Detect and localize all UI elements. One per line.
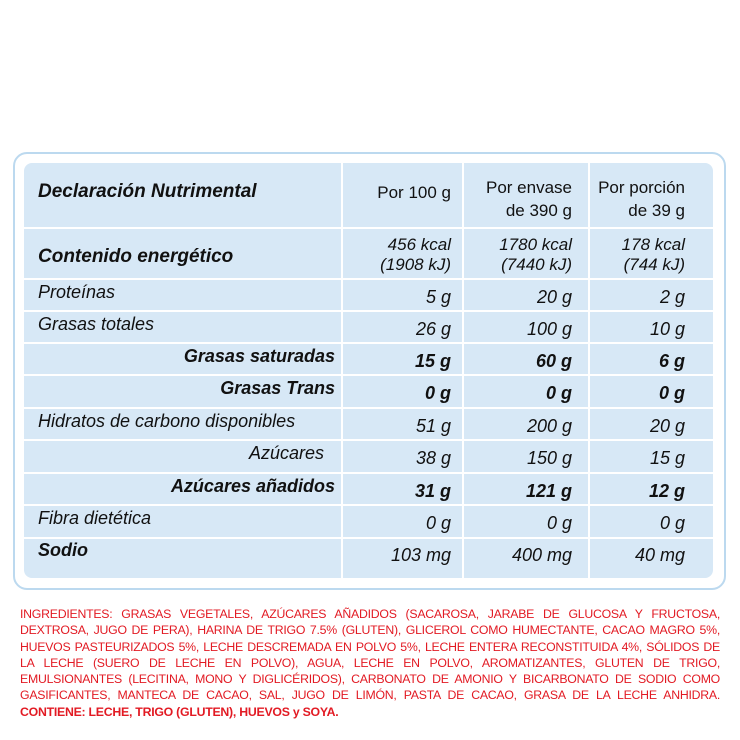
column-header-per-package-size: de 390 g bbox=[505, 201, 572, 220]
row-label-proteins: Proteínas bbox=[38, 282, 116, 302]
table-cell: 2 g bbox=[659, 287, 685, 307]
table-cell: 20 g bbox=[649, 416, 685, 436]
table-cell: 0 g bbox=[546, 513, 572, 533]
energy-kj-per-package: (7440 kJ) bbox=[501, 255, 572, 274]
row-divider bbox=[24, 374, 713, 376]
table-cell: 0 g bbox=[425, 513, 451, 533]
table-cell: 15 g bbox=[414, 351, 451, 371]
row-label-carbohydrates: Hidratos de carbono disponibles bbox=[38, 411, 296, 431]
table-cell: 200 g bbox=[526, 416, 572, 436]
row-divider bbox=[24, 227, 713, 229]
table-cell: 100 g bbox=[526, 319, 572, 339]
table-cell: 15 g bbox=[649, 448, 685, 468]
table-cell: 5 g bbox=[425, 287, 451, 307]
row-label-trans-fat: Grasas Trans bbox=[220, 378, 335, 398]
table-cell: 0 g bbox=[424, 383, 451, 403]
table-cell: 6 g bbox=[658, 351, 685, 371]
table-cell: 0 g bbox=[545, 383, 572, 403]
row-divider bbox=[24, 278, 713, 280]
energy-kj-per-serving: (744 kJ) bbox=[623, 255, 685, 274]
nutrition-panel bbox=[13, 152, 726, 590]
column-header-per-package: Por envase bbox=[486, 178, 572, 197]
table-cell: 121 g bbox=[525, 481, 572, 501]
table-cell: 400 mg bbox=[511, 545, 572, 565]
row-divider bbox=[24, 472, 713, 474]
energy-label: Contenido energético bbox=[38, 246, 234, 267]
allergen-statement: CONTIENE: LECHE, TRIGO (GLUTEN), HUEVOS y SOYA. bbox=[20, 704, 339, 719]
row-divider bbox=[24, 342, 713, 344]
table-cell: 40 mg bbox=[634, 545, 685, 565]
table-cell: 12 g bbox=[648, 481, 685, 501]
table-cell: 26 g bbox=[415, 319, 451, 339]
table-cell: 10 g bbox=[649, 319, 685, 339]
row-divider bbox=[24, 407, 713, 409]
nutrition-table bbox=[24, 163, 713, 578]
energy-kcal-per-100g: 456 kcal bbox=[387, 235, 451, 254]
energy-kcal-per-package: 1780 kcal bbox=[499, 235, 572, 254]
ingredients-list bbox=[20, 606, 720, 720]
ingredients-text: INGREDIENTES: GRASAS VEGETALES, AZÚCARES AÑADIDOS (SACAROSA, JARABE DE GLUCOSA Y FRUCTOSA, DEXTROSA, JUGO DE PERA), HARINA DE TRIGO 7.5% (GLUTEN), GLICEROL COMO HUMECTANTE, CACAO MAGRO 5%, HUEVOS PASTEURIZADOS 5%, LECHE DESCREMADA EN POLVO 5%, LECHE ENTERA RECONSTITUIDA 4%, SÓLIDOS DE LA LECHE (SUERO DE LECHE EN POLVO), AGUA, LECHE EN POLVO, AROMATIZANTES, GLUTEN DE TRIGO, EMULSIONANTES (LECITINA, MONO Y DIGLICÉRIDOS), CARBONATO DE AMONIO Y BICARBONATO DE SODIO COMO GASIFICANTES, MANTECA DE CACAO, SAL, JUGO DE LIMÓN, PASTA DE CACAO, GRASA DE LA LECHE ANHIDRA. bbox=[20, 607, 720, 703]
row-divider bbox=[24, 439, 713, 441]
column-header-per-serving-size: de 39 g bbox=[628, 201, 685, 220]
row-divider bbox=[24, 537, 713, 539]
table-cell: 38 g bbox=[415, 448, 451, 468]
energy-kj-per-100g: (1908 kJ) bbox=[380, 255, 451, 274]
table-cell: 0 g bbox=[659, 513, 685, 533]
energy-kcal-per-serving: 178 kcal bbox=[621, 235, 685, 254]
column-header-per-100g: Por 100 g bbox=[377, 183, 451, 202]
column-header-per-serving: Por porción bbox=[598, 178, 685, 197]
column-divider bbox=[588, 163, 590, 578]
column-divider bbox=[341, 163, 343, 578]
row-label-dietary-fiber: Fibra dietética bbox=[38, 508, 152, 528]
row-label-added-sugars: Azúcares añadidos bbox=[170, 476, 335, 496]
row-divider bbox=[24, 504, 713, 506]
table-cell: 20 g bbox=[536, 287, 572, 307]
column-divider bbox=[462, 163, 464, 578]
row-divider bbox=[24, 310, 713, 312]
row-label-sugars: Azúcares bbox=[248, 443, 324, 463]
table-cell: 51 g bbox=[415, 416, 451, 436]
table-title: Declaración Nutrimental bbox=[38, 181, 257, 202]
table-cell: 0 g bbox=[658, 383, 685, 403]
row-label-sodium: Sodio bbox=[38, 540, 88, 560]
row-label-saturated-fat: Grasas saturadas bbox=[183, 346, 335, 366]
table-cell: 103 mg bbox=[390, 545, 451, 565]
table-cell: 150 g bbox=[526, 448, 572, 468]
table-cell: 60 g bbox=[535, 351, 572, 371]
table-cell: 31 g bbox=[414, 481, 451, 501]
row-label-total-fat: Grasas totales bbox=[38, 314, 155, 334]
